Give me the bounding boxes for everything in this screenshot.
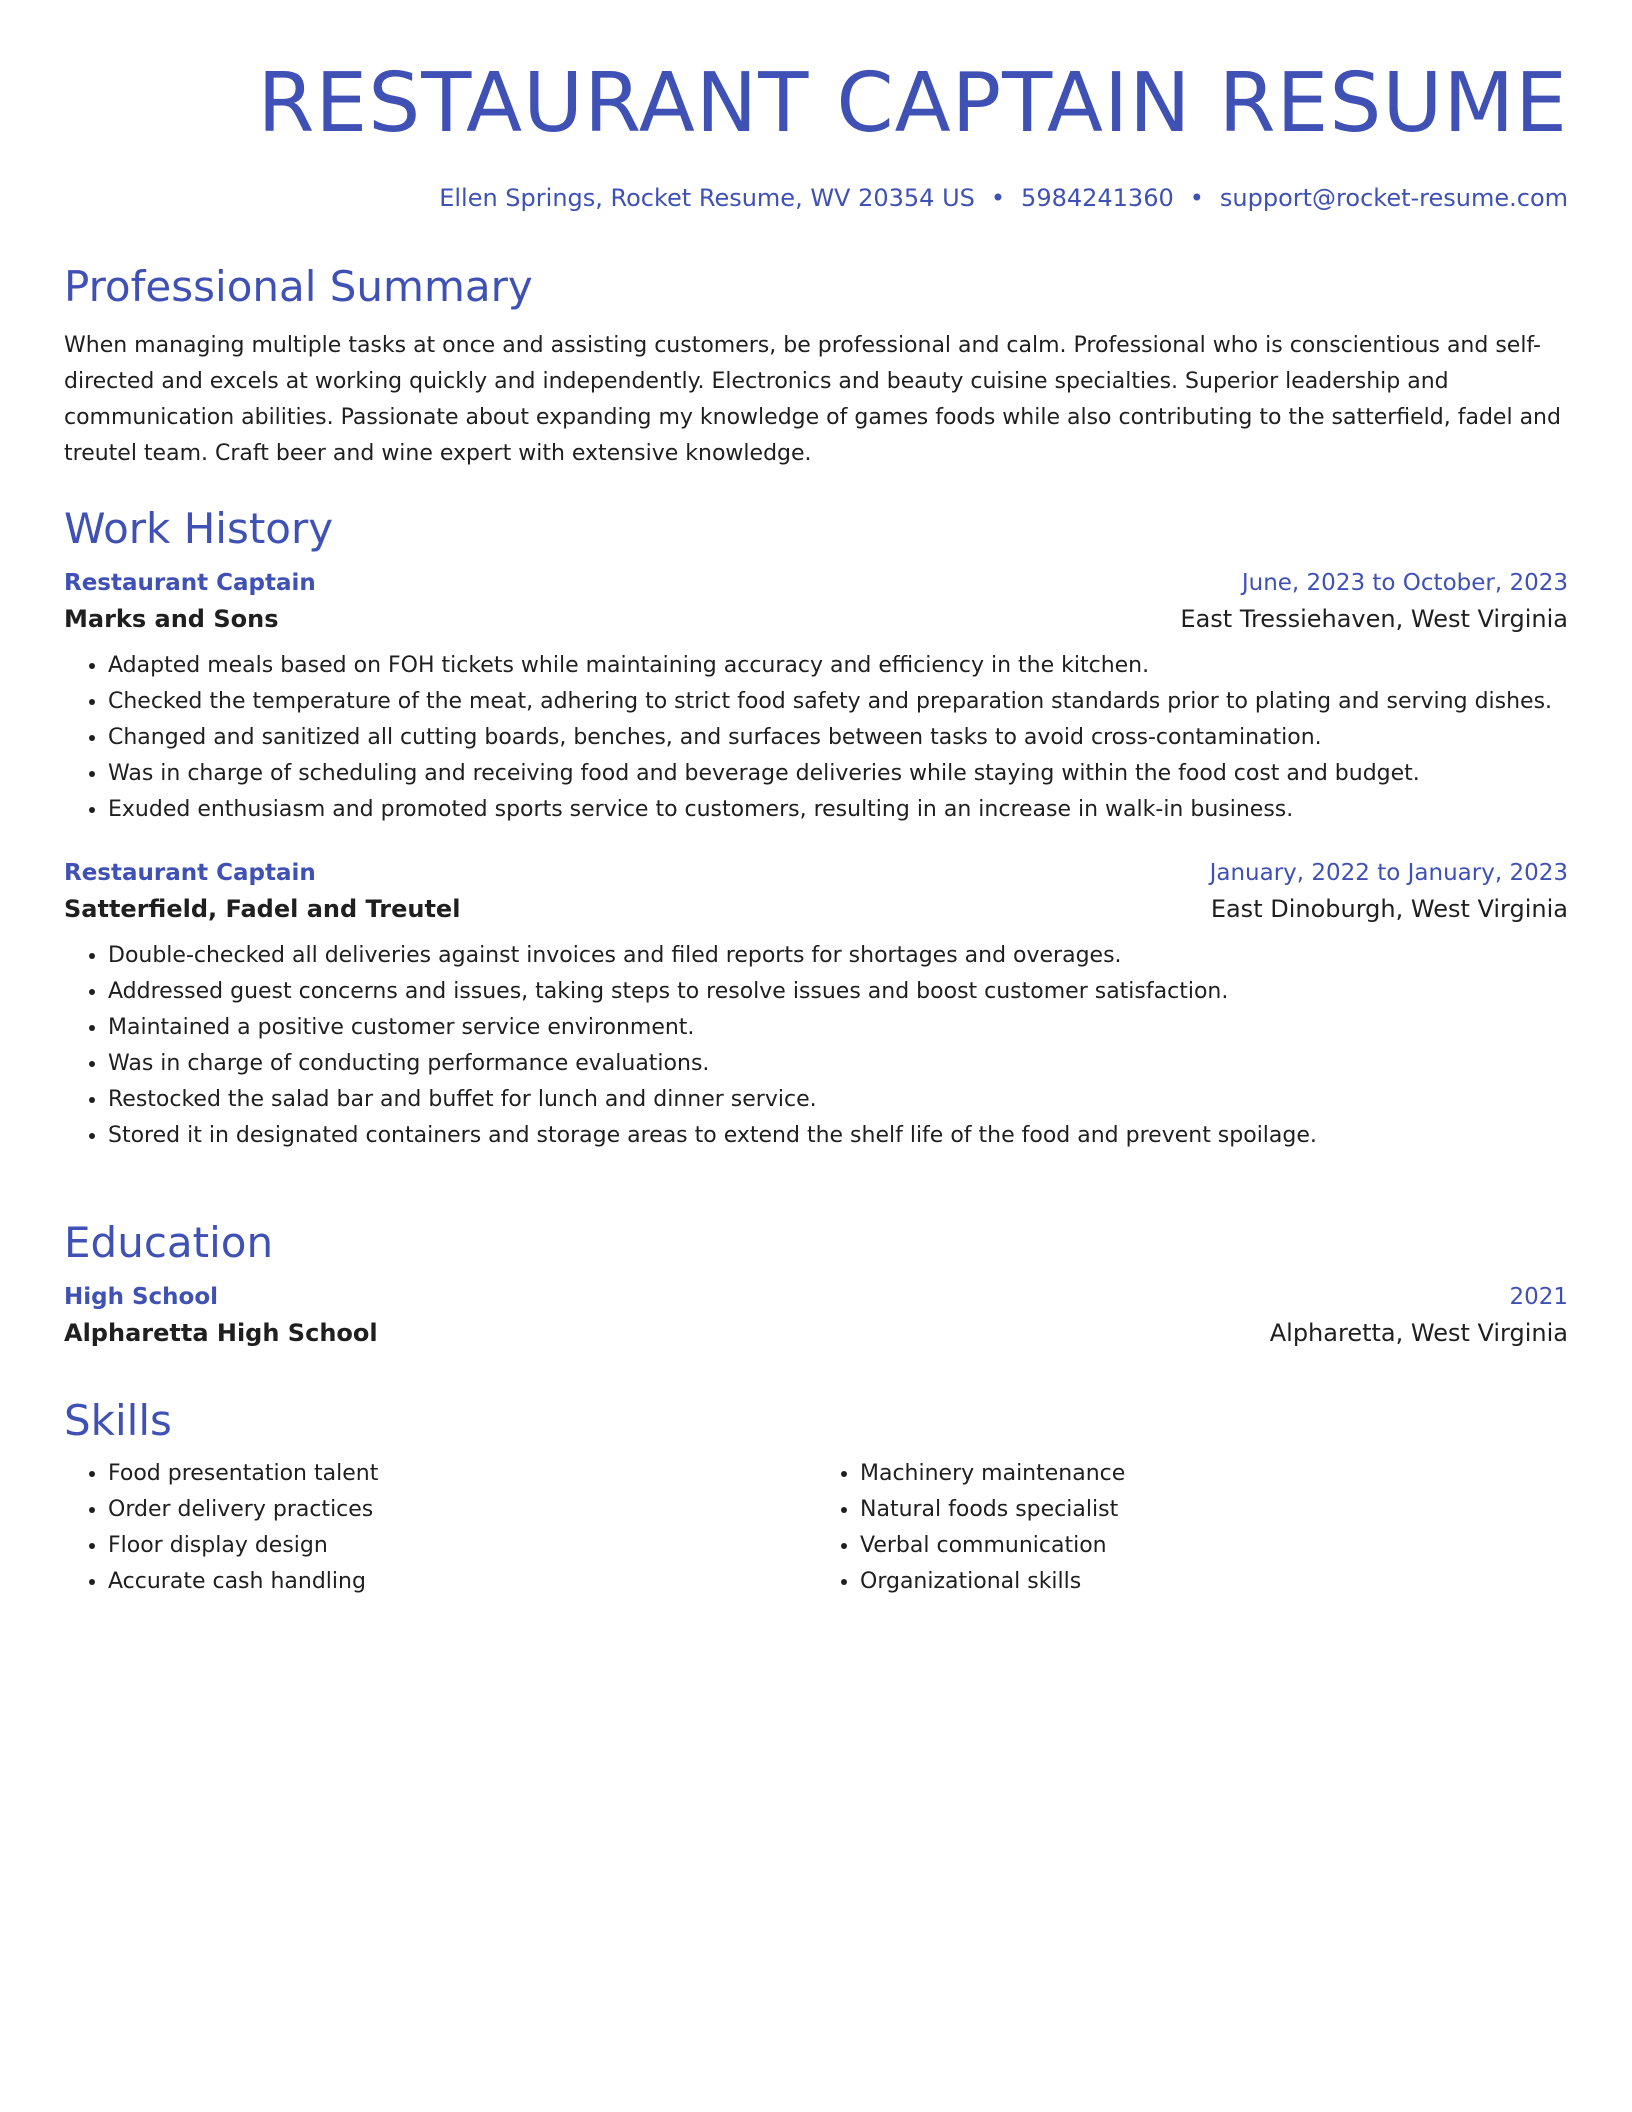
job-header-row: [64, 856, 1568, 890]
section-heading-education: Education: [64, 1218, 274, 1267]
job-bullet: • Changed and sanitized all cutting boards, benches, and surfaces between tasks to avoid cross-contamination.: [108, 720, 1568, 756]
skill-item: • Natural foods specialist: [860, 1492, 1568, 1528]
education-year: 2021: [1509, 1284, 1568, 1310]
education-location: Alpharetta, West Virginia: [1269, 1319, 1568, 1347]
work-history-section: [64, 502, 1568, 1154]
job-role: Restaurant Captain: [64, 570, 316, 596]
job-company: Satterfield, Fadel and Treutel: [64, 895, 461, 923]
job-company: Marks and Sons: [64, 605, 279, 633]
job-location: East Tressiehaven, West Virginia: [1180, 605, 1568, 633]
skills-grid: [64, 1456, 1568, 1600]
contact-line: [439, 182, 1568, 214]
skills-list: [816, 1456, 1568, 1600]
resume-title: RESTAURANT CAPTAIN RESUME: [257, 56, 1568, 151]
education-school: Alpharetta High School: [64, 1319, 378, 1347]
job-bullet-list: [64, 648, 1568, 828]
job-dates: June, 2023 to October, 2023: [1241, 570, 1568, 596]
education-entry: [64, 1280, 1568, 1352]
job-bullet: • Was in charge of scheduling and receiving food and beverage deliveries while staying within the food cost and budget.: [108, 756, 1568, 792]
contact-address: Ellen Springs, Rocket Resume, WV 20354 US: [439, 184, 975, 212]
skills-column-right: [816, 1456, 1568, 1600]
skills-column-left: [64, 1456, 816, 1600]
job-role: Restaurant Captain: [64, 860, 316, 886]
job-company-row: [64, 890, 1568, 928]
skill-item: • Food presentation talent: [108, 1456, 816, 1492]
skill-item: • Accurate cash handling: [108, 1564, 816, 1600]
section-heading-work-history: Work History: [64, 504, 334, 553]
job-bullet: • Checked the temperature of the meat, adhering to strict food safety and preparation standards prior to plating and serving dishes.: [108, 684, 1568, 720]
contact-separator: •: [1189, 184, 1204, 212]
job-entry: [64, 856, 1568, 1154]
contact-phone: 5984241360: [1021, 184, 1174, 212]
job-bullet: • Maintained a positive customer service environment.: [108, 1010, 1568, 1046]
contact-email: support@rocket-resume.com: [1219, 184, 1568, 212]
skills-section: [64, 1394, 1568, 1600]
skill-item: • Verbal communication: [860, 1528, 1568, 1564]
job-header-row: [64, 566, 1568, 600]
summary-section: [64, 260, 1568, 472]
skill-item: • Floor display design: [108, 1528, 816, 1564]
job-entry: [64, 566, 1568, 828]
job-bullet: • Addressed guest concerns and issues, taking steps to resolve issues and boost customer satisfaction.: [108, 974, 1568, 1010]
job-dates: January, 2022 to January, 2023: [1209, 860, 1568, 886]
section-heading-summary: Professional Summary: [64, 262, 533, 311]
summary-text: When managing multiple tasks at once and assisting customers, be professional and calm. Professional who is conscientious and self-directed and excels at working quickly and independently. Electronics and beauty cuisine specialties. Superior leadership and communication abilities. Passionate about expanding my knowledge of games foods while also contributing to the satterfield, fadel and treutel team. Craft beer and wine expert with extensive knowledge.: [64, 333, 1561, 466]
section-heading-skills: Skills: [64, 1396, 172, 1445]
job-bullet: • Exuded enthusiasm and promoted sports service to customers, resulting in an increase in walk-in business.: [108, 792, 1568, 828]
job-bullet: • Stored it in designated containers and storage areas to extend the shelf life of the food and prevent spoilage.: [108, 1118, 1568, 1154]
job-company-row: [64, 600, 1568, 638]
job-bullet: • Restocked the salad bar and buffet for lunch and dinner service.: [108, 1082, 1568, 1118]
job-bullet: • Was in charge of conducting performance evaluations.: [108, 1046, 1568, 1082]
education-section: [64, 1216, 1568, 1352]
skills-list: [64, 1456, 816, 1600]
skill-item: • Organizational skills: [860, 1564, 1568, 1600]
job-location: East Dinoburgh, West Virginia: [1210, 895, 1568, 923]
job-bullet: • Double-checked all deliveries against invoices and filed reports for shortages and overages.: [108, 938, 1568, 974]
education-degree: High School: [64, 1284, 219, 1310]
job-bullet-list: [64, 938, 1568, 1154]
job-bullet: • Adapted meals based on FOH tickets while maintaining accuracy and efficiency in the kitchen.: [108, 648, 1568, 684]
education-school-row: [64, 1314, 1568, 1352]
skill-item: • Machinery maintenance: [860, 1456, 1568, 1492]
education-header-row: [64, 1280, 1568, 1314]
skill-item: • Order delivery practices: [108, 1492, 816, 1528]
contact-separator: •: [990, 184, 1006, 212]
